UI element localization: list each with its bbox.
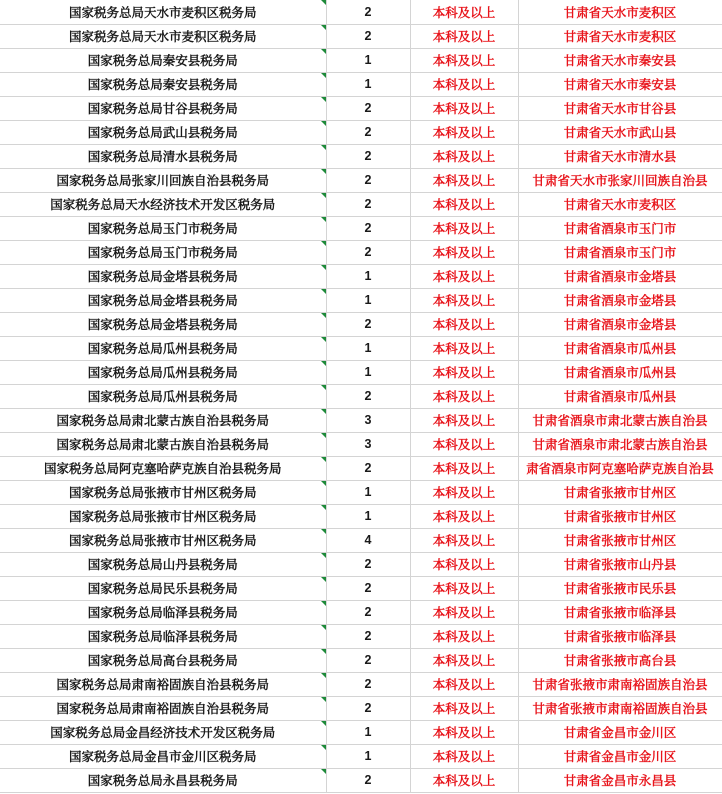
education-requirement-cell[interactable]: 本科及以上: [410, 144, 518, 168]
table-row: [0, 216, 722, 240]
work-location-cell[interactable]: 甘肃省金昌市金川区: [518, 744, 722, 768]
position-count-cell[interactable]: 2: [326, 96, 410, 120]
table-row: [0, 696, 722, 720]
office-name-cell[interactable]: 国家税务总局张家川回族自治县税务局: [0, 168, 326, 192]
work-location-cell[interactable]: 甘肃省张掖市肃南裕固族自治县: [518, 672, 722, 696]
table-row: [0, 24, 722, 48]
work-location-cell[interactable]: 甘肃省张掖市山丹县: [518, 552, 722, 576]
office-name-cell[interactable]: 国家税务总局张掖市甘州区税务局: [0, 504, 326, 528]
education-requirement-cell[interactable]: 本科及以上: [410, 240, 518, 264]
education-requirement-cell[interactable]: 本科及以上: [410, 48, 518, 72]
position-count-cell[interactable]: 1: [326, 720, 410, 744]
education-requirement-cell[interactable]: 本科及以上: [410, 648, 518, 672]
work-location-cell[interactable]: 甘肃省天水市麦积区: [518, 0, 722, 24]
work-location-cell[interactable]: 甘肃省酒泉市金塔县: [518, 312, 722, 336]
table-row: [0, 648, 722, 672]
table-row: [0, 336, 722, 360]
table-row: [0, 288, 722, 312]
education-requirement-cell[interactable]: 本科及以上: [410, 576, 518, 600]
table-row: [0, 0, 722, 24]
position-count-cell[interactable]: 1: [326, 744, 410, 768]
work-location-cell[interactable]: 甘肃省金昌市金川区: [518, 720, 722, 744]
education-requirement-cell[interactable]: 本科及以上: [410, 288, 518, 312]
office-name-cell[interactable]: 国家税务总局天水经济技术开发区税务局: [0, 192, 326, 216]
work-location-cell[interactable]: 甘肃省天水市麦积区: [518, 192, 722, 216]
work-location-cell[interactable]: 甘肃省酒泉市肃北蒙古族自治县: [518, 432, 722, 456]
office-name-cell[interactable]: 国家税务总局玉门市税务局: [0, 240, 326, 264]
position-count-cell[interactable]: 4: [326, 528, 410, 552]
table-row: [0, 744, 722, 768]
work-location-cell[interactable]: 甘肃省张掖市甘州区: [518, 480, 722, 504]
education-requirement-cell[interactable]: 本科及以上: [410, 480, 518, 504]
office-name-cell[interactable]: 国家税务总局天水市麦积区税务局: [0, 0, 326, 24]
table-row: [0, 672, 722, 696]
education-requirement-cell[interactable]: 本科及以上: [410, 528, 518, 552]
work-location-cell[interactable]: 甘肃省张掖市临泽县: [518, 600, 722, 624]
table-row: [0, 264, 722, 288]
office-name-cell[interactable]: 国家税务总局阿克塞哈萨克族自治县税务局: [0, 456, 326, 480]
position-count-cell[interactable]: 1: [326, 264, 410, 288]
work-location-cell[interactable]: 甘肃省酒泉市瓜州县: [518, 360, 722, 384]
position-count-cell[interactable]: 2: [326, 696, 410, 720]
office-name-cell[interactable]: 国家税务总局张掖市甘州区税务局: [0, 528, 326, 552]
position-count-cell[interactable]: 2: [326, 384, 410, 408]
education-requirement-cell[interactable]: 本科及以上: [410, 432, 518, 456]
table-row: [0, 432, 722, 456]
table-row: [0, 312, 722, 336]
position-count-cell[interactable]: 2: [326, 456, 410, 480]
position-count-cell[interactable]: 1: [326, 480, 410, 504]
table-row: [0, 624, 722, 648]
position-count-cell[interactable]: 2: [326, 768, 410, 792]
work-location-cell[interactable]: 甘肃省酒泉市肃北蒙古族自治县: [518, 408, 722, 432]
office-name-cell[interactable]: 国家税务总局肃南裕固族自治县税务局: [0, 696, 326, 720]
work-location-cell[interactable]: 甘肃省酒泉市瓜州县: [518, 336, 722, 360]
position-count-cell[interactable]: 1: [326, 336, 410, 360]
work-location-cell[interactable]: 甘肃省天水市清水县: [518, 144, 722, 168]
position-count-cell[interactable]: 2: [326, 144, 410, 168]
table-row: [0, 408, 722, 432]
education-requirement-cell[interactable]: 本科及以上: [410, 456, 518, 480]
education-requirement-cell[interactable]: 本科及以上: [410, 336, 518, 360]
education-requirement-cell[interactable]: 本科及以上: [410, 192, 518, 216]
education-requirement-cell[interactable]: 本科及以上: [410, 72, 518, 96]
office-name-cell[interactable]: 国家税务总局清水县税务局: [0, 144, 326, 168]
position-count-cell[interactable]: 1: [326, 504, 410, 528]
position-count-cell[interactable]: 2: [326, 600, 410, 624]
position-count-cell[interactable]: 2: [326, 216, 410, 240]
table-row: [0, 456, 722, 480]
office-name-cell[interactable]: 国家税务总局永昌县税务局: [0, 768, 326, 792]
work-location-cell[interactable]: 甘肃省天水市甘谷县: [518, 96, 722, 120]
office-name-cell[interactable]: 国家税务总局天水市麦积区税务局: [0, 24, 326, 48]
work-location-cell[interactable]: 甘肃省酒泉市玉门市: [518, 240, 722, 264]
education-requirement-cell[interactable]: 本科及以上: [410, 384, 518, 408]
education-requirement-cell[interactable]: 本科及以上: [410, 672, 518, 696]
position-count-cell[interactable]: 2: [326, 624, 410, 648]
table-row: [0, 48, 722, 72]
work-location-cell[interactable]: 甘肃省天水市张家川回族自治县: [518, 168, 722, 192]
position-count-cell[interactable]: 2: [326, 672, 410, 696]
table-row: [0, 720, 722, 744]
office-name-cell[interactable]: 国家税务总局肃北蒙古族自治县税务局: [0, 432, 326, 456]
table-row: [0, 120, 722, 144]
table-row: [0, 192, 722, 216]
education-requirement-cell[interactable]: 本科及以上: [410, 720, 518, 744]
table-row: [0, 360, 722, 384]
office-name-cell[interactable]: 国家税务总局高台县税务局: [0, 648, 326, 672]
work-location-cell[interactable]: 甘肃省张掖市肃南裕固族自治县: [518, 696, 722, 720]
office-name-cell[interactable]: 国家税务总局金昌经济技术开发区税务局: [0, 720, 326, 744]
position-count-cell[interactable]: 1: [326, 360, 410, 384]
office-name-cell[interactable]: 国家税务总局肃南裕固族自治县税务局: [0, 672, 326, 696]
position-count-cell[interactable]: 2: [326, 552, 410, 576]
work-location-cell[interactable]: 甘肃省张掖市甘州区: [518, 504, 722, 528]
office-name-cell[interactable]: 国家税务总局玉门市税务局: [0, 216, 326, 240]
work-location-cell[interactable]: 甘肃省酒泉市金塔县: [518, 264, 722, 288]
education-requirement-cell[interactable]: 本科及以上: [410, 768, 518, 792]
table-row: [0, 168, 722, 192]
position-count-cell[interactable]: 3: [326, 408, 410, 432]
table-row: [0, 240, 722, 264]
table-row: [0, 96, 722, 120]
table-row: [0, 528, 722, 552]
education-requirement-cell[interactable]: 本科及以上: [410, 24, 518, 48]
education-requirement-cell[interactable]: 本科及以上: [410, 360, 518, 384]
education-requirement-cell[interactable]: 本科及以上: [410, 0, 518, 24]
office-name-cell[interactable]: 国家税务总局秦安县税务局: [0, 72, 326, 96]
education-requirement-cell[interactable]: 本科及以上: [410, 696, 518, 720]
education-requirement-cell[interactable]: 本科及以上: [410, 552, 518, 576]
table-row: [0, 384, 722, 408]
work-location-cell[interactable]: 甘肃省天水市秦安县: [518, 48, 722, 72]
office-name-cell[interactable]: 国家税务总局民乐县税务局: [0, 576, 326, 600]
office-name-cell[interactable]: 国家税务总局瓜州县税务局: [0, 336, 326, 360]
office-name-cell[interactable]: 国家税务总局瓜州县税务局: [0, 384, 326, 408]
position-count-cell[interactable]: 2: [326, 24, 410, 48]
position-count-cell[interactable]: 2: [326, 120, 410, 144]
table-row: [0, 504, 722, 528]
table-row: [0, 576, 722, 600]
work-location-cell[interactable]: 甘肃省张掖市高台县: [518, 648, 722, 672]
office-name-cell[interactable]: 国家税务总局秦安县税务局: [0, 48, 326, 72]
education-requirement-cell[interactable]: 本科及以上: [410, 408, 518, 432]
work-location-cell[interactable]: 甘肃省天水市麦积区: [518, 24, 722, 48]
position-count-cell[interactable]: 2: [326, 240, 410, 264]
work-location-cell[interactable]: 肃省酒泉市阿克塞哈萨克族自治县: [518, 456, 722, 480]
office-name-cell[interactable]: 国家税务总局甘谷县税务局: [0, 96, 326, 120]
education-requirement-cell[interactable]: 本科及以上: [410, 120, 518, 144]
office-name-cell[interactable]: 国家税务总局金昌市金川区税务局: [0, 744, 326, 768]
office-name-cell[interactable]: 国家税务总局武山县税务局: [0, 120, 326, 144]
work-location-cell[interactable]: 甘肃省张掖市临泽县: [518, 624, 722, 648]
position-count-cell[interactable]: 1: [326, 48, 410, 72]
work-location-cell[interactable]: 甘肃省张掖市民乐县: [518, 576, 722, 600]
position-count-cell[interactable]: 2: [326, 648, 410, 672]
work-location-cell[interactable]: 甘肃省酒泉市金塔县: [518, 288, 722, 312]
position-count-cell[interactable]: 1: [326, 288, 410, 312]
office-name-cell[interactable]: 国家税务总局金塔县税务局: [0, 312, 326, 336]
position-count-cell[interactable]: 1: [326, 72, 410, 96]
position-count-cell[interactable]: 2: [326, 0, 410, 24]
work-location-cell[interactable]: 甘肃省张掖市甘州区: [518, 528, 722, 552]
office-name-cell[interactable]: 国家税务总局临泽县税务局: [0, 600, 326, 624]
office-name-cell[interactable]: 国家税务总局张掖市甘州区税务局: [0, 480, 326, 504]
work-location-cell[interactable]: 甘肃省天水市秦安县: [518, 72, 722, 96]
position-count-cell[interactable]: 2: [326, 168, 410, 192]
work-location-cell[interactable]: 甘肃省金昌市永昌县: [518, 768, 722, 792]
table-row: [0, 72, 722, 96]
education-requirement-cell[interactable]: 本科及以上: [410, 624, 518, 648]
office-name-cell[interactable]: 国家税务总局肃北蒙古族自治县税务局: [0, 408, 326, 432]
position-count-cell[interactable]: 2: [326, 576, 410, 600]
education-requirement-cell[interactable]: 本科及以上: [410, 600, 518, 624]
office-name-cell[interactable]: 国家税务总局瓜州县税务局: [0, 360, 326, 384]
education-requirement-cell[interactable]: 本科及以上: [410, 264, 518, 288]
education-requirement-cell[interactable]: 本科及以上: [410, 168, 518, 192]
position-count-cell[interactable]: 2: [326, 192, 410, 216]
education-requirement-cell[interactable]: 本科及以上: [410, 312, 518, 336]
education-requirement-cell[interactable]: 本科及以上: [410, 504, 518, 528]
office-name-cell[interactable]: 国家税务总局山丹县税务局: [0, 552, 326, 576]
education-requirement-cell[interactable]: 本科及以上: [410, 216, 518, 240]
table-row: [0, 600, 722, 624]
table-row: [0, 552, 722, 576]
office-name-cell[interactable]: 国家税务总局临泽县税务局: [0, 624, 326, 648]
office-name-cell[interactable]: 国家税务总局金塔县税务局: [0, 288, 326, 312]
table-row: [0, 768, 722, 792]
education-requirement-cell[interactable]: 本科及以上: [410, 744, 518, 768]
education-requirement-cell[interactable]: 本科及以上: [410, 96, 518, 120]
work-location-cell[interactable]: 甘肃省酒泉市玉门市: [518, 216, 722, 240]
office-name-cell[interactable]: 国家税务总局金塔县税务局: [0, 264, 326, 288]
position-count-cell[interactable]: 2: [326, 312, 410, 336]
table-row: [0, 144, 722, 168]
position-count-cell[interactable]: 3: [326, 432, 410, 456]
work-location-cell[interactable]: 甘肃省酒泉市瓜州县: [518, 384, 722, 408]
table-row: [0, 480, 722, 504]
work-location-cell[interactable]: 甘肃省天水市武山县: [518, 120, 722, 144]
